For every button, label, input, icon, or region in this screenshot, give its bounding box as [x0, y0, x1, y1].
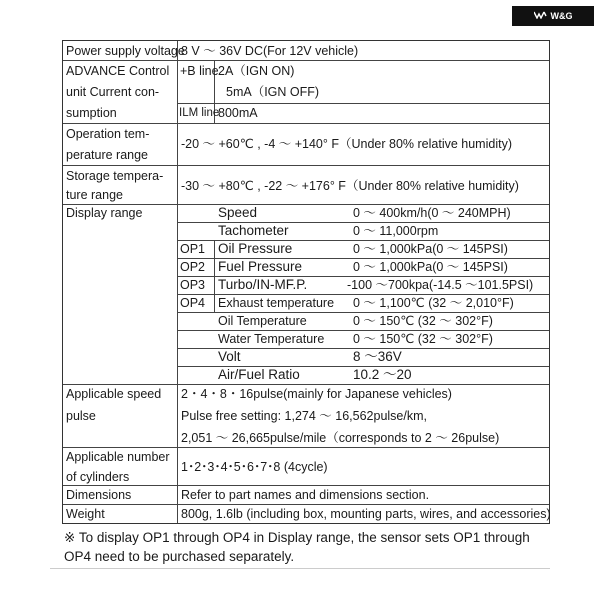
b-line-off-value: 5mA（IGN OFF)	[226, 85, 320, 99]
display-op-2: OP2	[180, 260, 206, 274]
storage-value: -30 ～ +80℃ , -22 ～ +176° F（Under 80% relative humidity)	[181, 179, 519, 193]
display-range-fuel-pressure: 0 ～ 1,000kPa(0 ～ 145PSI)	[353, 260, 508, 274]
divider	[50, 568, 550, 569]
ilm-value: 800mA	[218, 106, 258, 120]
logo-mark-icon	[534, 11, 548, 21]
display-range-air-fuel-ratio: 10.2 ～20	[353, 367, 412, 382]
dimensions-value: Refer to part names and dimensions section.	[181, 488, 430, 502]
display-name-water-temperature: Water Temperature	[218, 332, 325, 346]
display-name-speed: Speed	[218, 205, 258, 220]
display-range-tachometer: 0 ～ 11,000rpm	[353, 224, 439, 238]
brand-logo	[512, 6, 594, 26]
pulse-label-line-2: pulse	[66, 409, 96, 423]
logo-text: W&G	[550, 11, 573, 21]
weight-label: Weight	[66, 507, 105, 521]
footnote-line-2: OP4 need to be purchased separately.	[64, 549, 295, 564]
dimensions-label: Dimensions	[66, 488, 132, 502]
b-line-label: +B line	[180, 64, 219, 78]
display-op-1: OP1	[180, 242, 206, 256]
display-range-turbo: -100 ～700kpa(-14.5 ～101.5PSI)	[347, 278, 534, 292]
cylinders-label-line-2: of cylinders	[66, 470, 130, 484]
advance-label-line-3: sumption	[66, 106, 117, 120]
footnote-line-1: ※ To display OP1 through OP4 in Display range, the sensor sets OP1 through	[64, 530, 530, 545]
display-range-oil-temperature: 0 ～ 150℃ (32 ～ 302°F)	[353, 314, 493, 328]
display-name-oil-pressure: Oil Pressure	[218, 241, 293, 256]
display-name-tachometer: Tachometer	[218, 223, 289, 238]
spec-table	[62, 40, 550, 524]
cylinders-label-line-1: Applicable number	[66, 450, 170, 464]
display-name-air-fuel-ratio: Air/Fuel Ratio	[218, 367, 300, 382]
footnote	[64, 528, 530, 566]
storage-label-line-1: Storage tempera-	[66, 169, 164, 183]
display-range-speed: 0 ～ 400km/h(0 ～ 240MPH)	[353, 206, 511, 220]
display-name-volt: Volt	[218, 349, 241, 364]
display-name-fuel-pressure: Fuel Pressure	[218, 259, 303, 274]
pulse-value-line-3: 2,051 ～ 26,665pulse/mile（corresponds to 2 ～ 26pulse)	[181, 431, 500, 445]
pulse-value-line-2: Pulse free setting: 1,274 ～ 16,562pulse/km,	[181, 409, 427, 423]
storage-label-line-2: ture range	[66, 188, 123, 202]
display-range-water-temperature: 0 ～ 150℃ (32 ～ 302°F)	[353, 332, 493, 346]
weight-value: 800g, 1.6lb (including box, mounting parts, wires, and accessories)	[181, 507, 551, 521]
display-range-oil-pressure: 0 ～ 1,000kPa(0 ～ 145PSI)	[353, 242, 508, 256]
display-op-4: OP4	[180, 296, 206, 310]
operation-label-line-2: perature range	[66, 148, 149, 162]
advance-label-line-2: unit Current con-	[66, 85, 160, 99]
advance-label-line-1: ADVANCE Control	[66, 64, 170, 78]
pulse-value-line-1: 2・4・8・16pulse(mainly for Japanese vehicles)	[181, 387, 452, 401]
power-value: 8 V ～ 36V DC(For 12V vehicle)	[181, 44, 359, 58]
display-name-exhaust-temperature: Exhaust temperature	[218, 296, 335, 310]
operation-value: -20 ～ +60℃ , -4 ～ +140° F（Under 80% relative humidity)	[181, 137, 512, 151]
power-label: Power supply voltage	[66, 44, 185, 58]
operation-label-line-1: Operation tem-	[66, 127, 150, 141]
display-label: Display range	[66, 206, 143, 220]
pulse-label-line-1: Applicable speed	[66, 387, 162, 401]
display-name-turbo: Turbo/IN-MF.P.	[218, 277, 308, 292]
b-line-on-value: 2A（IGN ON)	[218, 64, 295, 78]
display-range-exhaust-temperature: 0 ～ 1,100℃ (32 ～ 2,010°F)	[353, 296, 514, 310]
ilm-label: ILM line	[179, 107, 220, 119]
display-op-3: OP3	[180, 278, 206, 292]
cylinders-value: 1･2･3･4･5･6･7･8 (4cycle)	[181, 460, 328, 474]
display-range-volt: 8 ～36V	[353, 349, 402, 364]
display-name-oil-temperature: Oil Temperature	[218, 314, 307, 328]
